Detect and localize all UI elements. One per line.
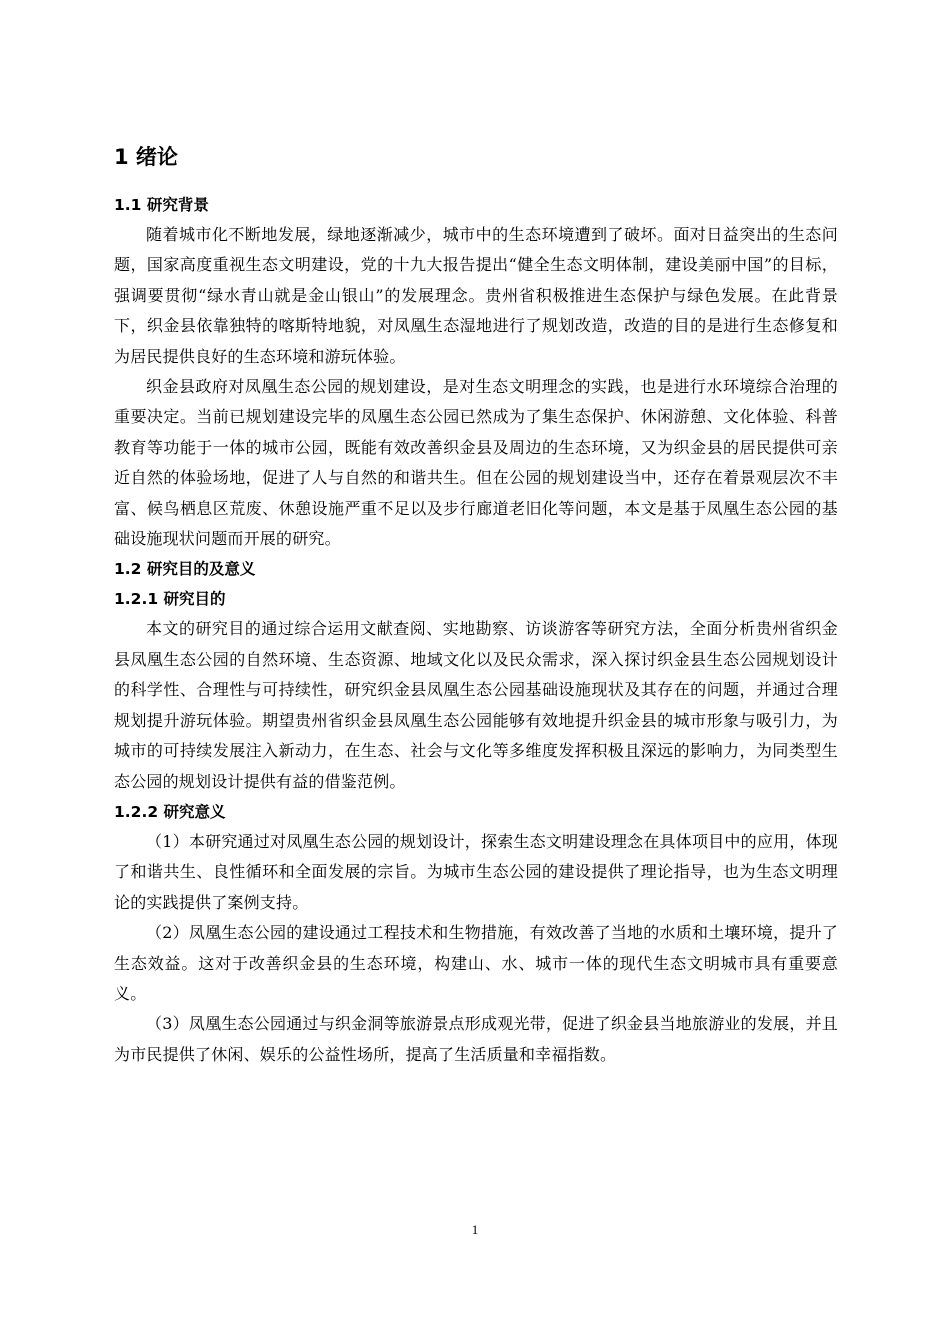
section-heading-1-1: 1.1 研究背景 <box>114 196 209 214</box>
paragraph: （3）凤凰生态公园通过与织金洞等旅游景点形成观光带，促进了织金县当地旅游业的发展，并且为市民提供了休闲、娱乐的公益性场所，提高了生活质量和幸福指数。 <box>114 1014 838 1064</box>
chapter-title: 1 绪论 <box>114 145 178 169</box>
section-heading-1-2: 1.2 研究目的及意义 <box>114 560 256 579</box>
section-heading-1-2-1: 1.2.1 研究目的 <box>114 590 226 609</box>
page-number: 1 <box>471 1222 479 1237</box>
page-content <box>114 140 838 1070</box>
paragraph: 随着城市化不断地发展，绿地逐渐减少，城市中的生态环境遭到了破坏。面对日益突出的生态问题，国家高度重视生态文明建设，党的十九大报告提出“健全生态文明体制，建设美丽中国”的目标，强调要贯彻“绿水青山就是金山银山”的发展理念。贵州省积极推进生态保护与绿色发展。在此背景下，织金县依靠独特的喀斯特地貌，对凤凰生态湿地进行了规划改造，改造的目的是进行生态修复和为居民提供良好的生态环境和游玩体验。 <box>114 225 838 366</box>
section-heading-1-2-2: 1.2.2 研究意义 <box>114 802 226 821</box>
paragraph: （1）本研究通过对凤凰生态公园的规划设计，探索生态文明建设理念在具体项目中的应用，体现了和谐共生、良性循环和全面发展的宗旨。为城市生态公园的建设提供了理论指导，也为生态文明理论的实践提供了案例支持。 <box>114 831 838 912</box>
paragraph: （2）凤凰生态公园的建设通过工程技术和生物措施，有效改善了当地的水质和土壤环境，提升了生态效益。这对于改善织金县的生态环境，构建山、水、城市一体的现代生态文明城市具有重要意义。 <box>114 923 838 1003</box>
paragraph: 织金县政府对凤凰生态公园的规划建设，是对生态文明理念的实践，也是进行水环境综合治理的重要决定。当前已规划建设完毕的凤凰生态公园已然成为了集生态保护、休闲游憩、文化体验、科普教育等功能于一体的城市公园，既能有效改善织金县及周边的生态环境，又为织金县的居民提供可亲近自然的体验场地，促进了人与自然的和谐共生。但在公园的规划建设当中，还存在着景观层次不丰富、候鸟栖息区荒废、休憩设施严重不足以及步行廊道老旧化等问题，本文是基于凤凰生态公园的基础设施现状问题而开展的研究。 <box>114 377 838 549</box>
paragraph: 本文的研究目的通过综合运用文献查阅、实地勘察、访谈游客等研究方法，全面分析贵州省织金县凤凰生态公园的自然环境、生态资源、地域文化以及民众需求，深入探讨织金县生态公园规划设计的科学性、合理性与可持续性，研究织金县凤凰生态公园基础设施现状及其存在的问题，并通过合理规划提升游玩体验。期望贵州省织金县凤凰生态公园能够有效地提升织金县的城市形象与吸引力，为城市的可持续发展注入新动力，在生态、社会与文化等多维度发挥积极且深远的影响力，为同类型生态公园的规划设计提供有益的借鉴范例。 <box>114 619 838 791</box>
